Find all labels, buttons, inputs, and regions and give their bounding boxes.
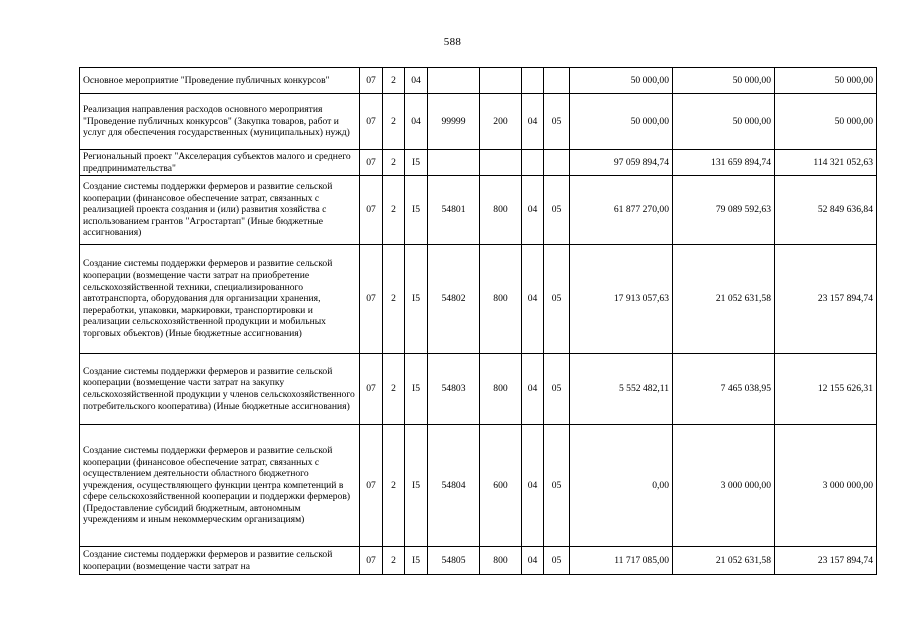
- amount-year-1: 17 913 057,63: [570, 245, 673, 354]
- row-name: Создание системы поддержки фермеров и развитие сельской кооперации (возмещение части затрат на приобретение сельскохозяйственной техники, специализированного автотранспорта, оборудования для организации хранения, переработки, упаковки, маркировки, транспортировки и реализации сельскохозяйственной продукции и мобильных торговых объектов) (Иные бюджетные ассигнования): [80, 245, 360, 354]
- expense-group-code: 800: [480, 245, 522, 354]
- direction-code: I5: [405, 176, 428, 245]
- direction-code: I5: [405, 245, 428, 354]
- table-row: [80, 176, 877, 245]
- row-name: Создание системы поддержки фермеров и развитие сельской кооперации (финансовое обеспечение затрат, связанных с реализацией проекта создания и (или) развития хозяйства с использованием грантов "Агростартап" (Иные бюджетные ассигнования): [80, 176, 360, 245]
- amount-year-2: 50 000,00: [673, 94, 775, 150]
- section-code: [522, 150, 544, 176]
- table-row: [80, 354, 877, 425]
- direction-code: I5: [405, 354, 428, 425]
- section-code: 04: [522, 94, 544, 150]
- subprogram-code: 2: [383, 425, 405, 547]
- subprogram-code: 2: [383, 245, 405, 354]
- program-code: 07: [360, 150, 383, 176]
- section-code: 04: [522, 176, 544, 245]
- expense-group-code: 800: [480, 354, 522, 425]
- amount-year-1: 61 877 270,00: [570, 176, 673, 245]
- subsection-code: 05: [544, 547, 570, 575]
- budget-table: [79, 67, 877, 575]
- amount-year-3: 50 000,00: [775, 68, 877, 94]
- amount-year-3: 114 321 052,63: [775, 150, 877, 176]
- expense-group-code: 800: [480, 547, 522, 575]
- subsection-code: 05: [544, 176, 570, 245]
- direction-code: 04: [405, 94, 428, 150]
- expense-item-code: 54804: [428, 425, 480, 547]
- table-row: [80, 94, 877, 150]
- row-name: Основное мероприятие "Проведение публичных конкурсов": [80, 68, 360, 94]
- page-number: 588: [443, 36, 462, 48]
- row-name: Создание системы поддержки фермеров и развитие сельской кооперации (финансовое обеспечение затрат, связанных с осуществлением деятельности областного бюджетного учреждения, осуществляющего функции центра компетенций в сфере сельскохозяйственной кооперации и поддержки фермеров) (Предоставление субсидий бюджетным, автономным учреждениям и иным некоммерческим организациям): [80, 425, 360, 547]
- table-row: [80, 425, 877, 547]
- amount-year-1: 50 000,00: [570, 68, 673, 94]
- direction-code: I5: [405, 150, 428, 176]
- program-code: 07: [360, 354, 383, 425]
- expense-item-code: 99999: [428, 94, 480, 150]
- subsection-code: 05: [544, 94, 570, 150]
- section-code: 04: [522, 354, 544, 425]
- expense-item-code: 54801: [428, 176, 480, 245]
- row-name: Реализация направления расходов основного мероприятия "Проведение публичных конкурсов" (Закупка товаров, работ и услуг для обеспечения государственных (муниципальных) нужд): [80, 94, 360, 150]
- table-row: [80, 68, 877, 94]
- amount-year-3: 23 157 894,74: [775, 547, 877, 575]
- section-code: [522, 68, 544, 94]
- amount-year-1: 97 059 894,74: [570, 150, 673, 176]
- subsection-code: 05: [544, 245, 570, 354]
- subprogram-code: 2: [383, 94, 405, 150]
- program-code: 07: [360, 176, 383, 245]
- expense-group-code: [480, 68, 522, 94]
- amount-year-2: 79 089 592,63: [673, 176, 775, 245]
- subprogram-code: 2: [383, 150, 405, 176]
- expense-group-code: [480, 150, 522, 176]
- expense-group-code: 200: [480, 94, 522, 150]
- amount-year-2: 21 052 631,58: [673, 245, 775, 354]
- subsection-code: 05: [544, 425, 570, 547]
- amount-year-1: 50 000,00: [570, 94, 673, 150]
- section-code: 04: [522, 547, 544, 575]
- amount-year-1: 5 552 482,11: [570, 354, 673, 425]
- section-code: 04: [522, 245, 544, 354]
- amount-year-2: 50 000,00: [673, 68, 775, 94]
- expense-item-code: 54805: [428, 547, 480, 575]
- amount-year-3: 50 000,00: [775, 94, 877, 150]
- subprogram-code: 2: [383, 547, 405, 575]
- program-code: 07: [360, 94, 383, 150]
- expense-item-code: [428, 150, 480, 176]
- direction-code: 04: [405, 68, 428, 94]
- row-name: Создание системы поддержки фермеров и развитие сельской кооперации (возмещение части затрат на закупку сельскохозяйственной продукции у членов сельскохозяйственного потребительского кооператива) (Иные бюджетные ассигнования): [80, 354, 360, 425]
- subsection-code: [544, 68, 570, 94]
- expense-item-code: 54803: [428, 354, 480, 425]
- subsection-code: [544, 150, 570, 176]
- direction-code: I5: [405, 547, 428, 575]
- row-name: Создание системы поддержки фермеров и развитие сельской кооперации (возмещение части затрат на: [80, 547, 360, 575]
- amount-year-3: 3 000 000,00: [775, 425, 877, 547]
- subprogram-code: 2: [383, 176, 405, 245]
- table-row: [80, 245, 877, 354]
- amount-year-3: 52 849 636,84: [775, 176, 877, 245]
- subprogram-code: 2: [383, 354, 405, 425]
- program-code: 07: [360, 245, 383, 354]
- expense-group-code: 600: [480, 425, 522, 547]
- row-name: Региональный проект "Акселерация субъектов малого и среднего предпринимательства": [80, 150, 360, 176]
- amount-year-3: 12 155 626,31: [775, 354, 877, 425]
- program-code: 07: [360, 425, 383, 547]
- amount-year-2: 21 052 631,58: [673, 547, 775, 575]
- program-code: 07: [360, 68, 383, 94]
- amount-year-2: 131 659 894,74: [673, 150, 775, 176]
- amount-year-1: 0,00: [570, 425, 673, 547]
- subsection-code: 05: [544, 354, 570, 425]
- direction-code: I5: [405, 425, 428, 547]
- amount-year-1: 11 717 085,00: [570, 547, 673, 575]
- amount-year-3: 23 157 894,74: [775, 245, 877, 354]
- amount-year-2: 3 000 000,00: [673, 425, 775, 547]
- expense-item-code: 54802: [428, 245, 480, 354]
- amount-year-2: 7 465 038,95: [673, 354, 775, 425]
- table-row: [80, 150, 877, 176]
- table-row: [80, 547, 877, 575]
- subprogram-code: 2: [383, 68, 405, 94]
- expense-group-code: 800: [480, 176, 522, 245]
- program-code: 07: [360, 547, 383, 575]
- section-code: 04: [522, 425, 544, 547]
- expense-item-code: [428, 68, 480, 94]
